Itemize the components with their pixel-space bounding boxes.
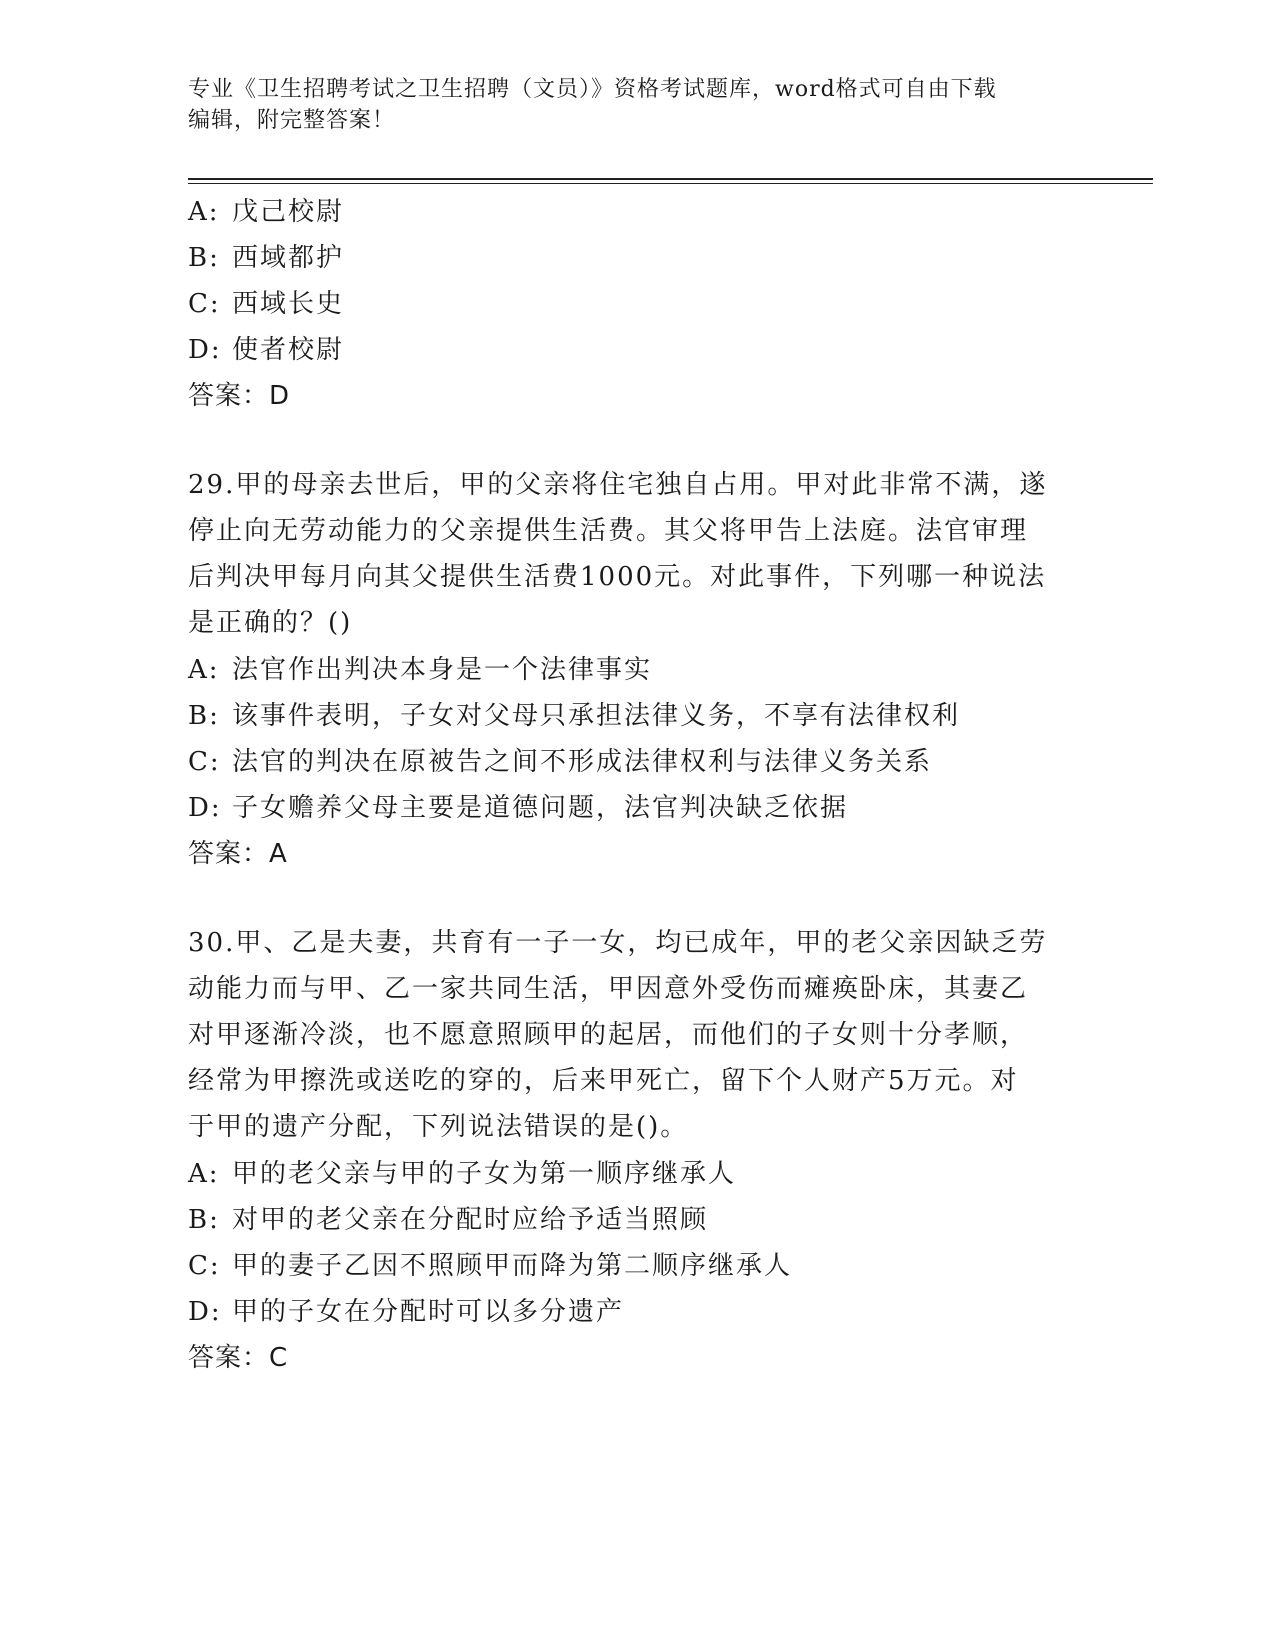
question-30 <box>188 921 1088 1381</box>
option-text: 使者校尉 <box>232 335 345 365</box>
answer-line: 答案：A <box>188 839 288 869</box>
question-text-line: 对甲逐渐冷淡，也不愿意照顾甲的起居，而他们的子女则十分孝顺， <box>188 1020 1029 1050</box>
option-letter: A: <box>188 655 220 685</box>
option-letter: B: <box>188 243 220 273</box>
option-text: 戊己校尉 <box>232 197 345 227</box>
header-line-2: 编辑，附完整答案！ <box>188 108 396 133</box>
option-text: 西域长史 <box>232 289 345 319</box>
option-a <box>188 647 1088 693</box>
question-text-line: 29.甲的母亲去世后，甲的父亲将住宅独自占用。甲对此非常不满，遂 <box>188 470 1048 500</box>
option-b <box>188 693 1088 739</box>
option-letter: C: <box>188 747 221 777</box>
question-29 <box>188 463 1088 877</box>
question-text-line: 30.甲、乙是夫妻，共育有一子一女，均已成年，甲的老父亲因缺乏劳 <box>188 928 1048 958</box>
option-text: 西域都护 <box>232 243 345 273</box>
option-text: 甲的妻子乙因不照顾甲而降为第二顺序继承人 <box>232 1251 793 1281</box>
option-text: 该事件表明，子女对父母只承担法律义务，不享有法律权利 <box>232 701 961 731</box>
option-letter: A: <box>188 1159 220 1189</box>
question-text-line: 动能力而与甲、乙一家共同生活，甲因意外受伤而瘫痪卧床，其妻乙 <box>188 974 1029 1004</box>
option-d <box>188 1289 1088 1335</box>
header-line-1: 专业《卫生招聘考试之卫生招聘（文员）》资格考试题库，word格式可自由下载 <box>188 77 997 102</box>
option-text: 甲的老父亲与甲的子女为第一顺序继承人 <box>232 1159 737 1189</box>
option-text: 法官的判决在原被告之间不形成法律权利与法律义务关系 <box>232 747 933 777</box>
header-divider-thick <box>188 178 1153 180</box>
option-text: 对甲的老父亲在分配时应给予适当照顾 <box>232 1205 709 1235</box>
option-b <box>188 235 1088 281</box>
option-text: 子女赡养父母主要是道德问题，法官判决缺乏依据 <box>232 793 849 823</box>
option-c <box>188 281 1088 327</box>
option-c <box>188 1243 1088 1289</box>
option-c <box>188 739 1088 785</box>
answer-line: 答案：C <box>188 1343 289 1373</box>
option-letter: B: <box>188 1205 220 1235</box>
option-letter: A: <box>188 197 220 227</box>
option-a <box>188 189 1088 235</box>
question-text-line: 经常为甲擦洗或送吃的穿的，后来甲死亡，留下个人财产5万元。对 <box>188 1066 1019 1096</box>
option-letter: B: <box>188 701 220 731</box>
question-content <box>188 189 1088 1381</box>
option-letter: D: <box>188 1297 222 1327</box>
question-text-line: 是正确的？() <box>188 608 353 638</box>
answer-line: 答案：D <box>188 381 291 411</box>
spacer <box>188 877 1088 921</box>
question-28-options <box>188 189 1088 419</box>
option-d <box>188 785 1088 831</box>
header-divider-thin <box>188 183 1153 184</box>
option-letter: D: <box>188 335 222 365</box>
document-header <box>188 74 1068 136</box>
spacer <box>188 419 1088 463</box>
question-text-line: 后判决甲每月向其父提供生活费1000元。对此事件，下列哪一种说法 <box>188 562 1047 592</box>
option-a <box>188 1151 1088 1197</box>
option-text: 甲的子女在分配时可以多分遗产 <box>232 1297 625 1327</box>
option-d <box>188 327 1088 373</box>
option-text: 法官作出判决本身是一个法律事实 <box>232 655 653 685</box>
question-text-line: 停止向无劳动能力的父亲提供生活费。其父将甲告上法庭。法官审理 <box>188 516 1029 546</box>
option-letter: C: <box>188 1251 221 1281</box>
option-letter: D: <box>188 793 222 823</box>
option-b <box>188 1197 1088 1243</box>
option-letter: C: <box>188 289 221 319</box>
question-text-line: 于甲的遗产分配，下列说法错误的是()。 <box>188 1112 689 1142</box>
